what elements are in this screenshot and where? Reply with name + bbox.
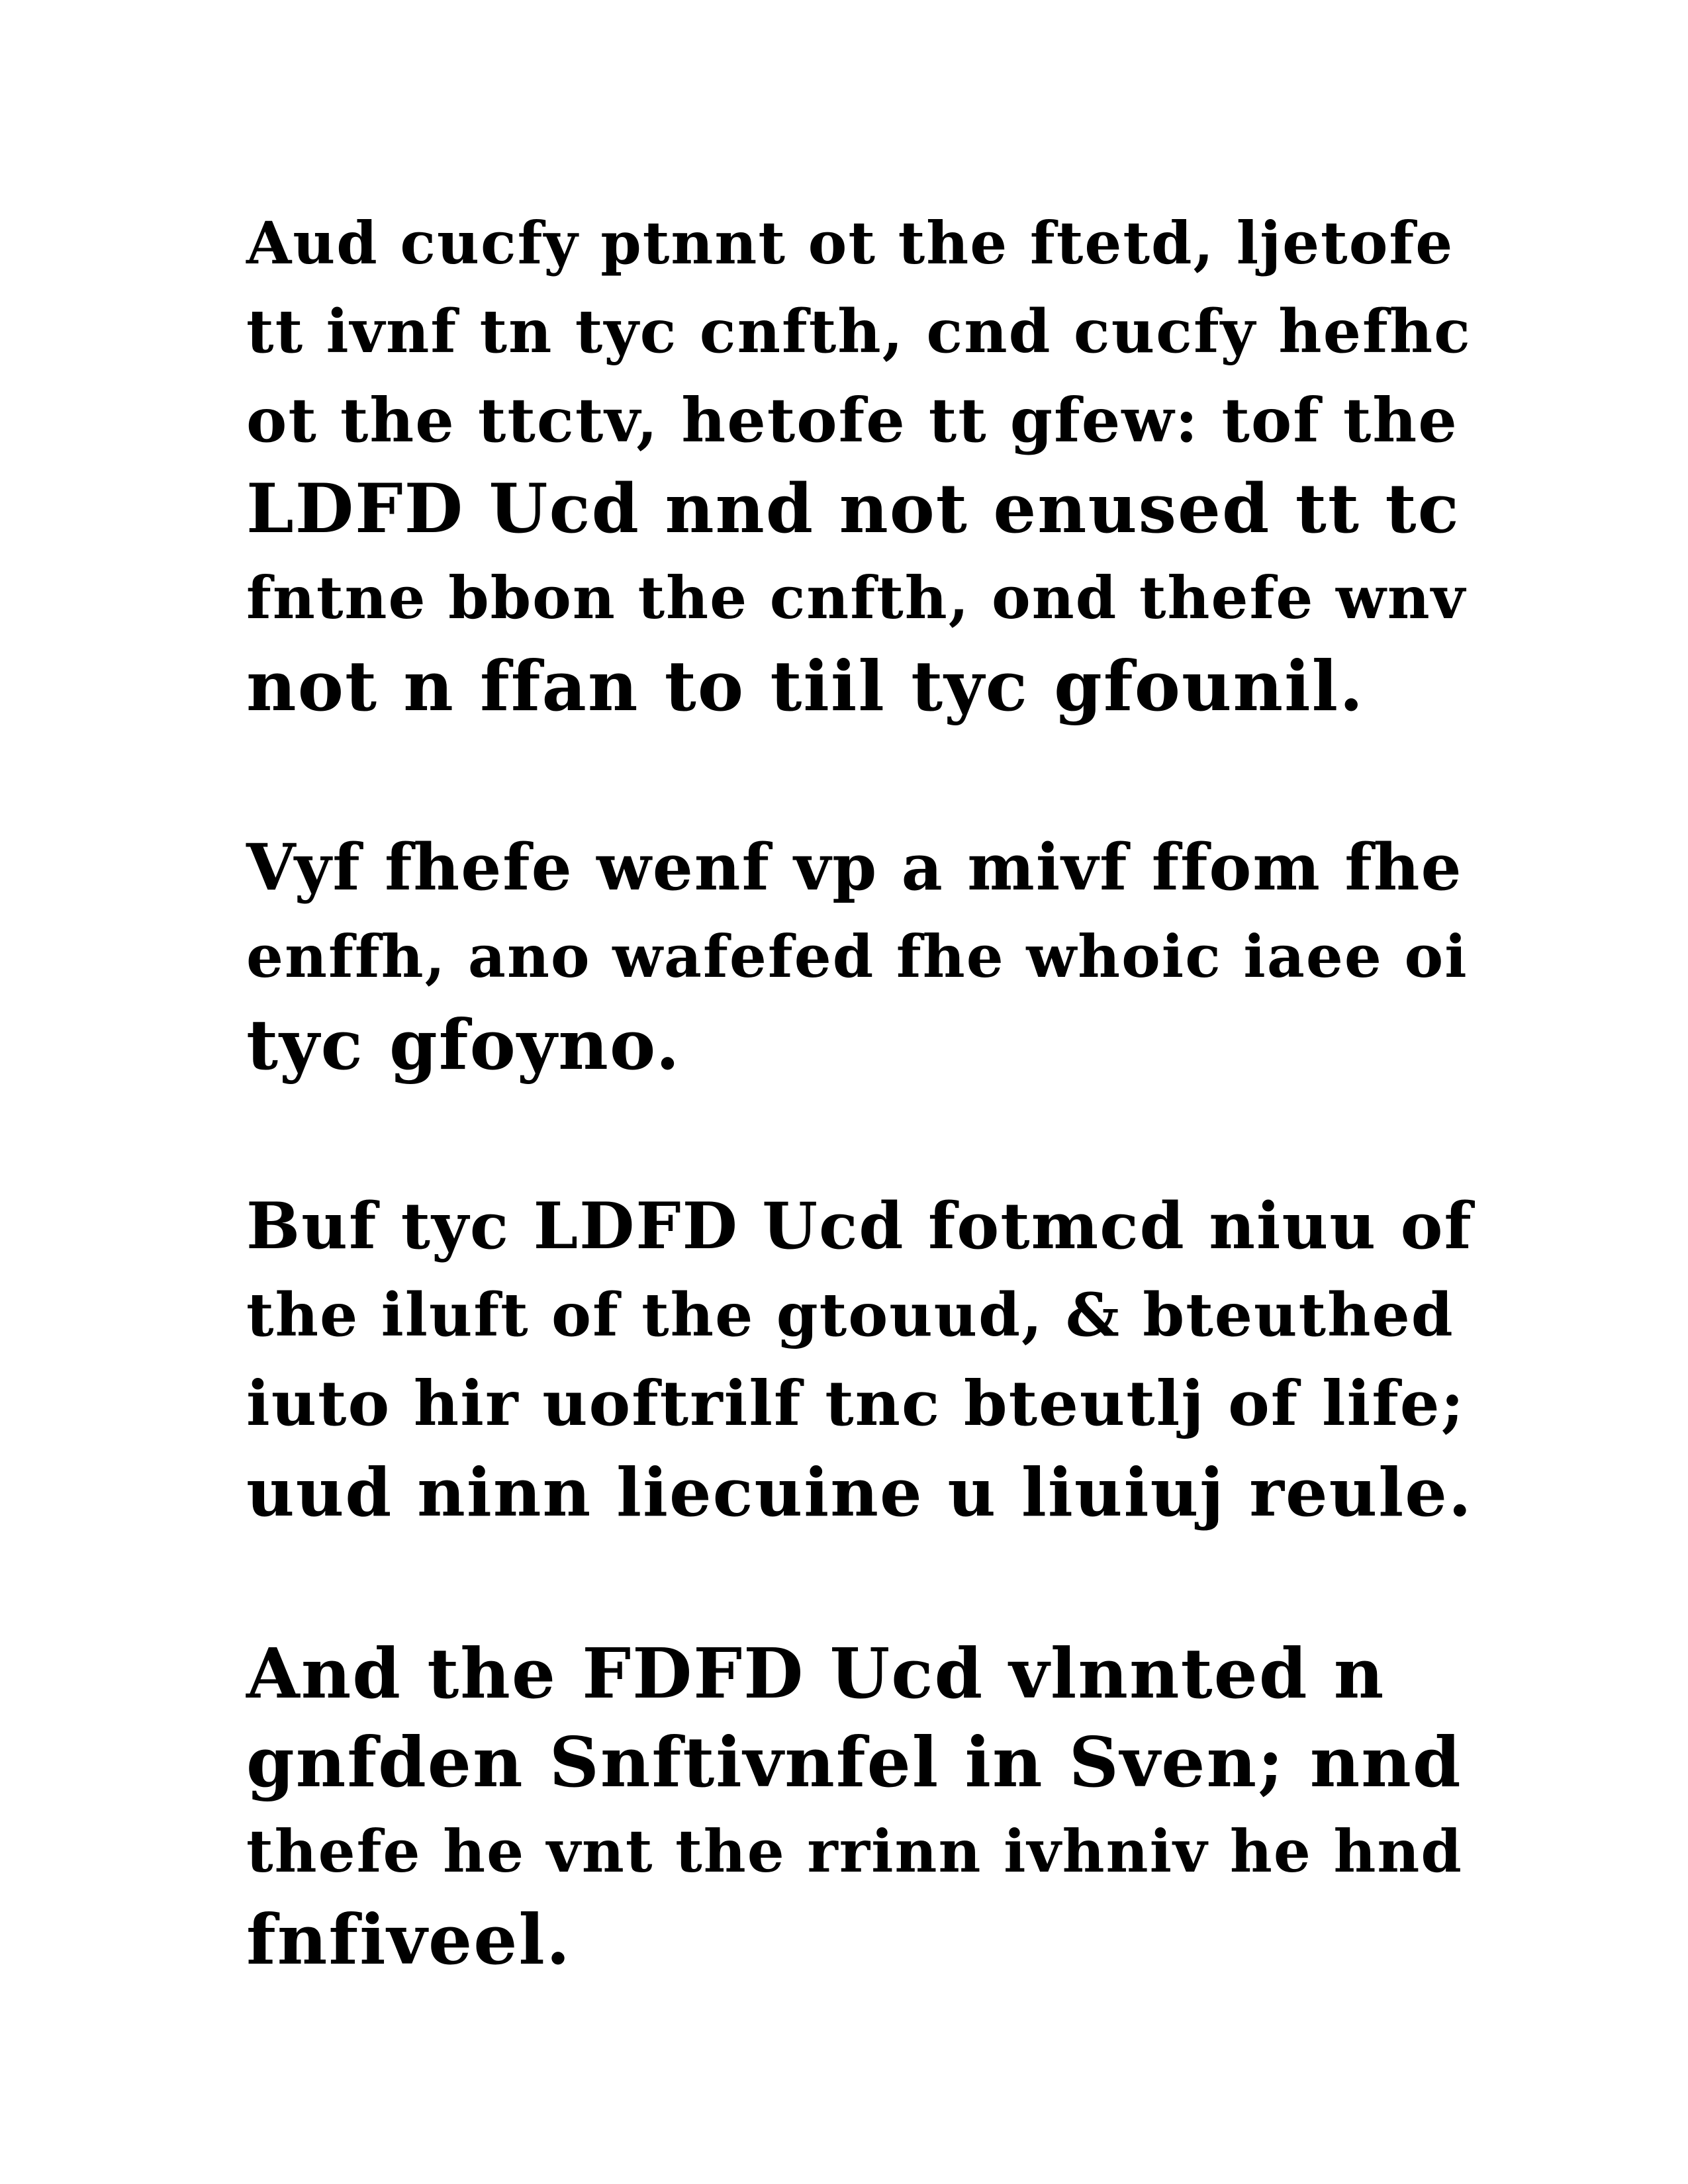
body-text	[246, 199, 1477, 2077]
text-line: gnfden Snftivnfel in Sven; nnd	[246, 1721, 1462, 1803]
text-line: tyc gfoyno.	[246, 1004, 681, 1085]
paragraph-4	[246, 1629, 1477, 1984]
text-line: the iluft of the gtouud, & bteuthed	[246, 1280, 1454, 1350]
text-line: fnfiveel.	[246, 1899, 572, 1980]
text-line: Buf tyc LDFD Ucd fotmcd niuu of	[246, 1189, 1473, 1263]
paragraph-1	[246, 199, 1477, 731]
paragraph-2	[246, 823, 1477, 1089]
text-line: ot the ttctv, hetofe tt gfew: tof the	[246, 385, 1458, 456]
text-line: LDFD Ucd nnd not enused tt tc	[246, 469, 1460, 549]
text-line: fntne bbon the cnfth, ond thefe wnv	[246, 563, 1466, 632]
text-line: enffh, ano wafefed fhe whoic iaee oi	[246, 922, 1468, 991]
text-line: And the FDFD Ucd vlnnted n	[246, 1633, 1385, 1714]
text-line: iuto hir uoftrilf tnc bteutlj of life;	[246, 1367, 1466, 1440]
paragraph-3	[246, 1182, 1477, 1537]
text-line: Aud cucfy ptnnt ot the ftetd, ljetofe	[246, 208, 1454, 277]
text-line: thefe he vnt the rrinn ivhniv he hnd	[246, 1817, 1463, 1886]
text-line: uud ninn liecuine u liuiuj reule.	[246, 1453, 1473, 1531]
text-line: Vyf fhefe wenf vp a mivf ffom fhe	[246, 830, 1463, 905]
text-line: tt ivnf tn tyc cnfth, cnd cucfy hefhc	[246, 296, 1472, 367]
text-line: not n ffan to tiil tyc gfounil.	[246, 645, 1365, 727]
